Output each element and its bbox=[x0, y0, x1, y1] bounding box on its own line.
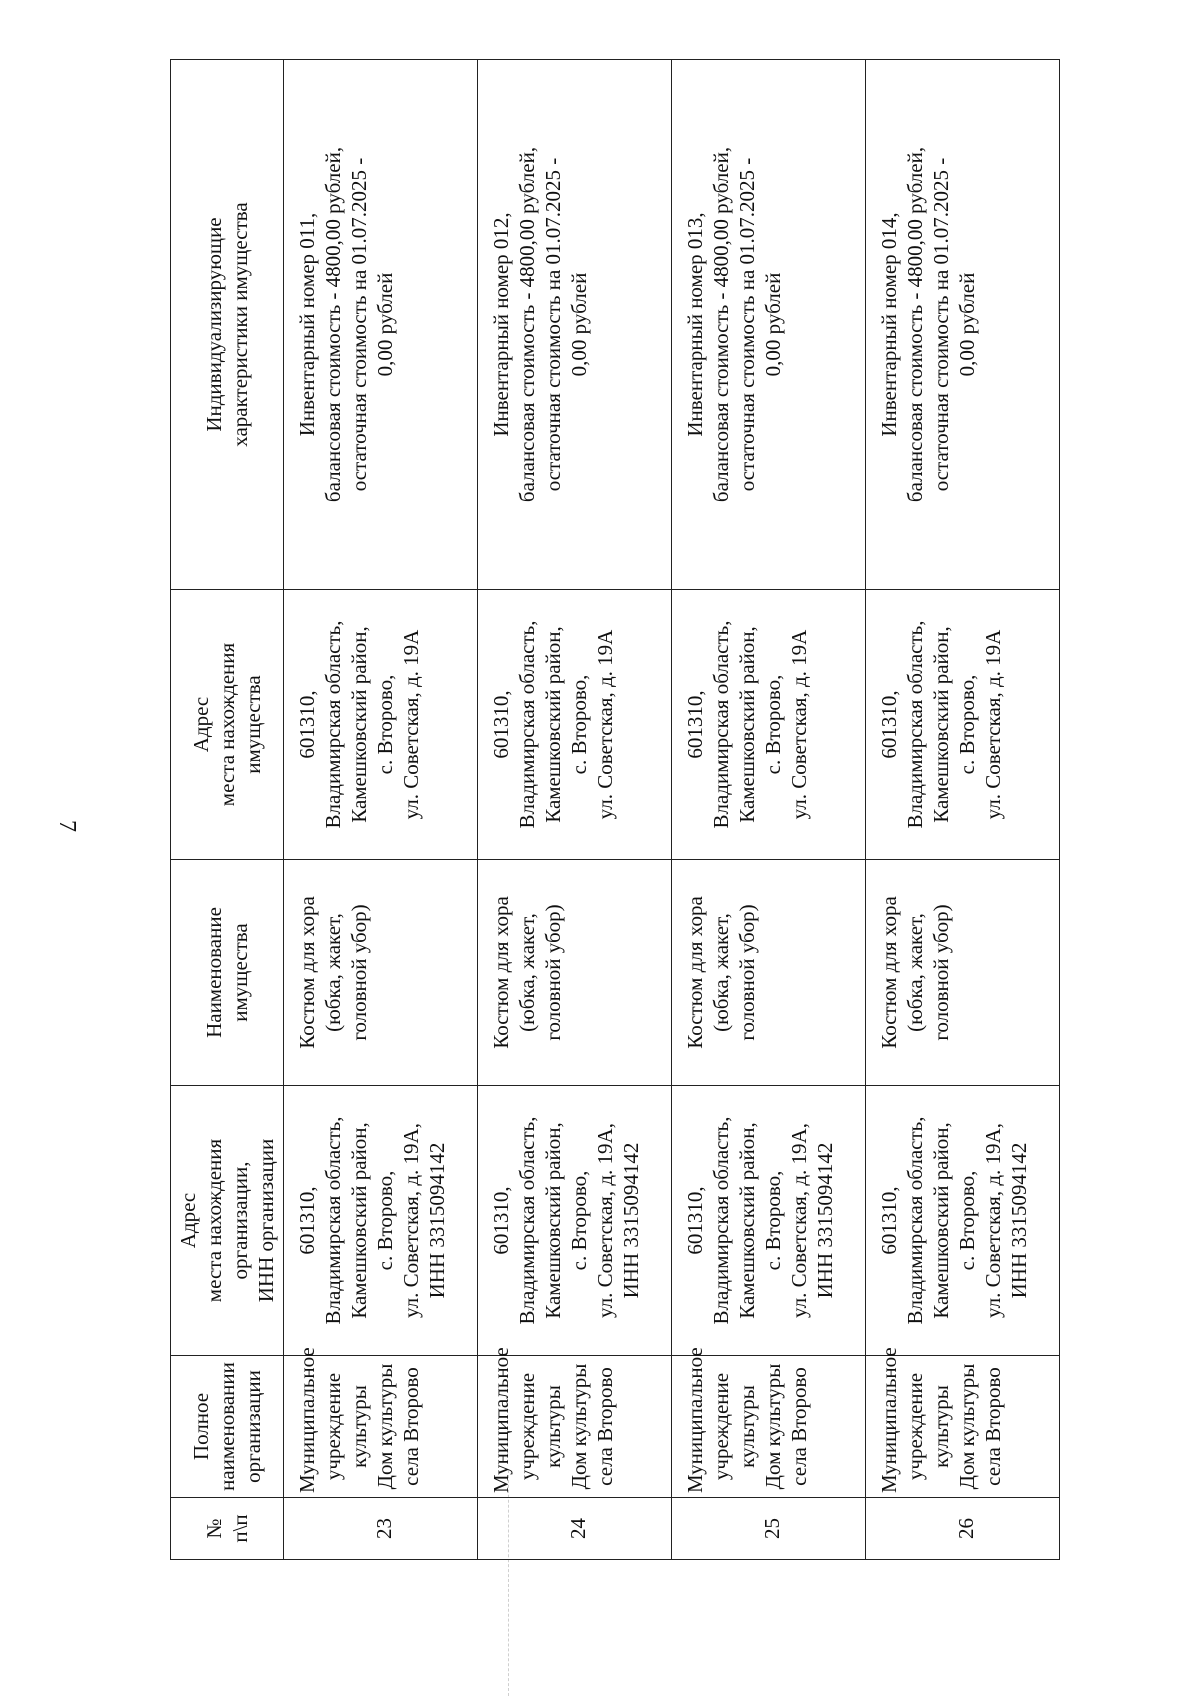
cell-characteristics: Инвентарный номер 011, балансовая стоимость - 4800,00 рублей, остаточная стоимость на 01.07.2025 - 0,00 рублей bbox=[284, 60, 478, 590]
cell-org-address: 601310, Владимирская область, Камешковский район, с. Второво, ул. Советская, д. 19А, ИНН 3315094142 bbox=[866, 1086, 1060, 1356]
property-table bbox=[170, 59, 1060, 1560]
cell-property-name: Костюм для хора (юбка, жакет, головной убор) bbox=[672, 860, 866, 1086]
cell-org-address: 601310, Владимирская область, Камешковский район, с. Второво, ул. Советская, д. 19А, ИНН 3315094142 bbox=[478, 1086, 672, 1356]
cell-org-name: Муниципальное учреждение культуры Дом культуры села Второво bbox=[866, 1356, 1060, 1498]
header-cell-characteristics: Индивидуализирующие характеристики имущества bbox=[171, 60, 284, 590]
table-row bbox=[672, 60, 866, 1560]
cell-number: 25 bbox=[672, 1498, 866, 1560]
cell-property-address: 601310, Владимирская область, Камешковский район, с. Второво, ул. Советская, д. 19А bbox=[478, 590, 672, 860]
cell-property-address: 601310, Владимирская область, Камешковский район, с. Второво, ул. Советская, д. 19А bbox=[672, 590, 866, 860]
header-cell-number: № п\п bbox=[171, 1498, 284, 1560]
cell-org-address: 601310, Владимирская область, Камешковский район, с. Второво, ул. Советская, д. 19А, ИНН 3315094142 bbox=[672, 1086, 866, 1356]
rotated-table-wrapper bbox=[170, 60, 1050, 1560]
table-header-row bbox=[171, 60, 284, 1560]
cell-number: 26 bbox=[866, 1498, 1060, 1560]
page-number: 7 bbox=[54, 820, 80, 832]
cell-number: 23 bbox=[284, 1498, 478, 1560]
cell-org-name: Муниципальное учреждение культуры Дом культуры села Второво bbox=[672, 1356, 866, 1498]
table-row bbox=[284, 60, 478, 1560]
cell-characteristics: Инвентарный номер 013, балансовая стоимость - 4800,00 рублей, остаточная стоимость на 01.07.2025 - 0,00 рублей bbox=[672, 60, 866, 590]
cell-property-address: 601310, Владимирская область, Камешковский район, с. Второво, ул. Советская, д. 19А bbox=[284, 590, 478, 860]
cell-property-address: 601310, Владимирская область, Камешковский район, с. Второво, ул. Советская, д. 19А bbox=[866, 590, 1060, 860]
cell-org-address: 601310, Владимирская область, Камешковский район, с. Второво, ул. Советская, д. 19А, ИНН 3315094142 bbox=[284, 1086, 478, 1356]
cell-characteristics: Инвентарный номер 014, балансовая стоимость - 4800,00 рублей, остаточная стоимость на 01.07.2025 - 0,00 рублей bbox=[866, 60, 1060, 590]
cell-property-name: Костюм для хора (юбка, жакет, головной убор) bbox=[478, 860, 672, 1086]
cell-org-name: Муниципальное учреждение культуры Дом культуры села Второво bbox=[478, 1356, 672, 1498]
header-cell-property-name: Наименование имущества bbox=[171, 860, 284, 1086]
cell-org-name: Муниципальное учреждение культуры Дом культуры села Второво bbox=[284, 1356, 478, 1498]
header-cell-org-name: Полное наименовании организации bbox=[171, 1356, 284, 1498]
header-cell-org-address: Адрес места нахождения организации, ИНН организации bbox=[171, 1086, 284, 1356]
cell-characteristics: Инвентарный номер 012, балансовая стоимость - 4800,00 рублей, остаточная стоимость на 01.07.2025 - 0,00 рублей bbox=[478, 60, 672, 590]
cell-number: 24 bbox=[478, 1498, 672, 1560]
cell-property-name: Костюм для хора (юбка, жакет, головной убор) bbox=[866, 860, 1060, 1086]
table-row bbox=[478, 60, 672, 1560]
header-cell-property-address: Адрес места нахождения имущества bbox=[171, 590, 284, 860]
table-row bbox=[866, 60, 1060, 1560]
cell-property-name: Костюм для хора (юбка, жакет, головной убор) bbox=[284, 860, 478, 1086]
